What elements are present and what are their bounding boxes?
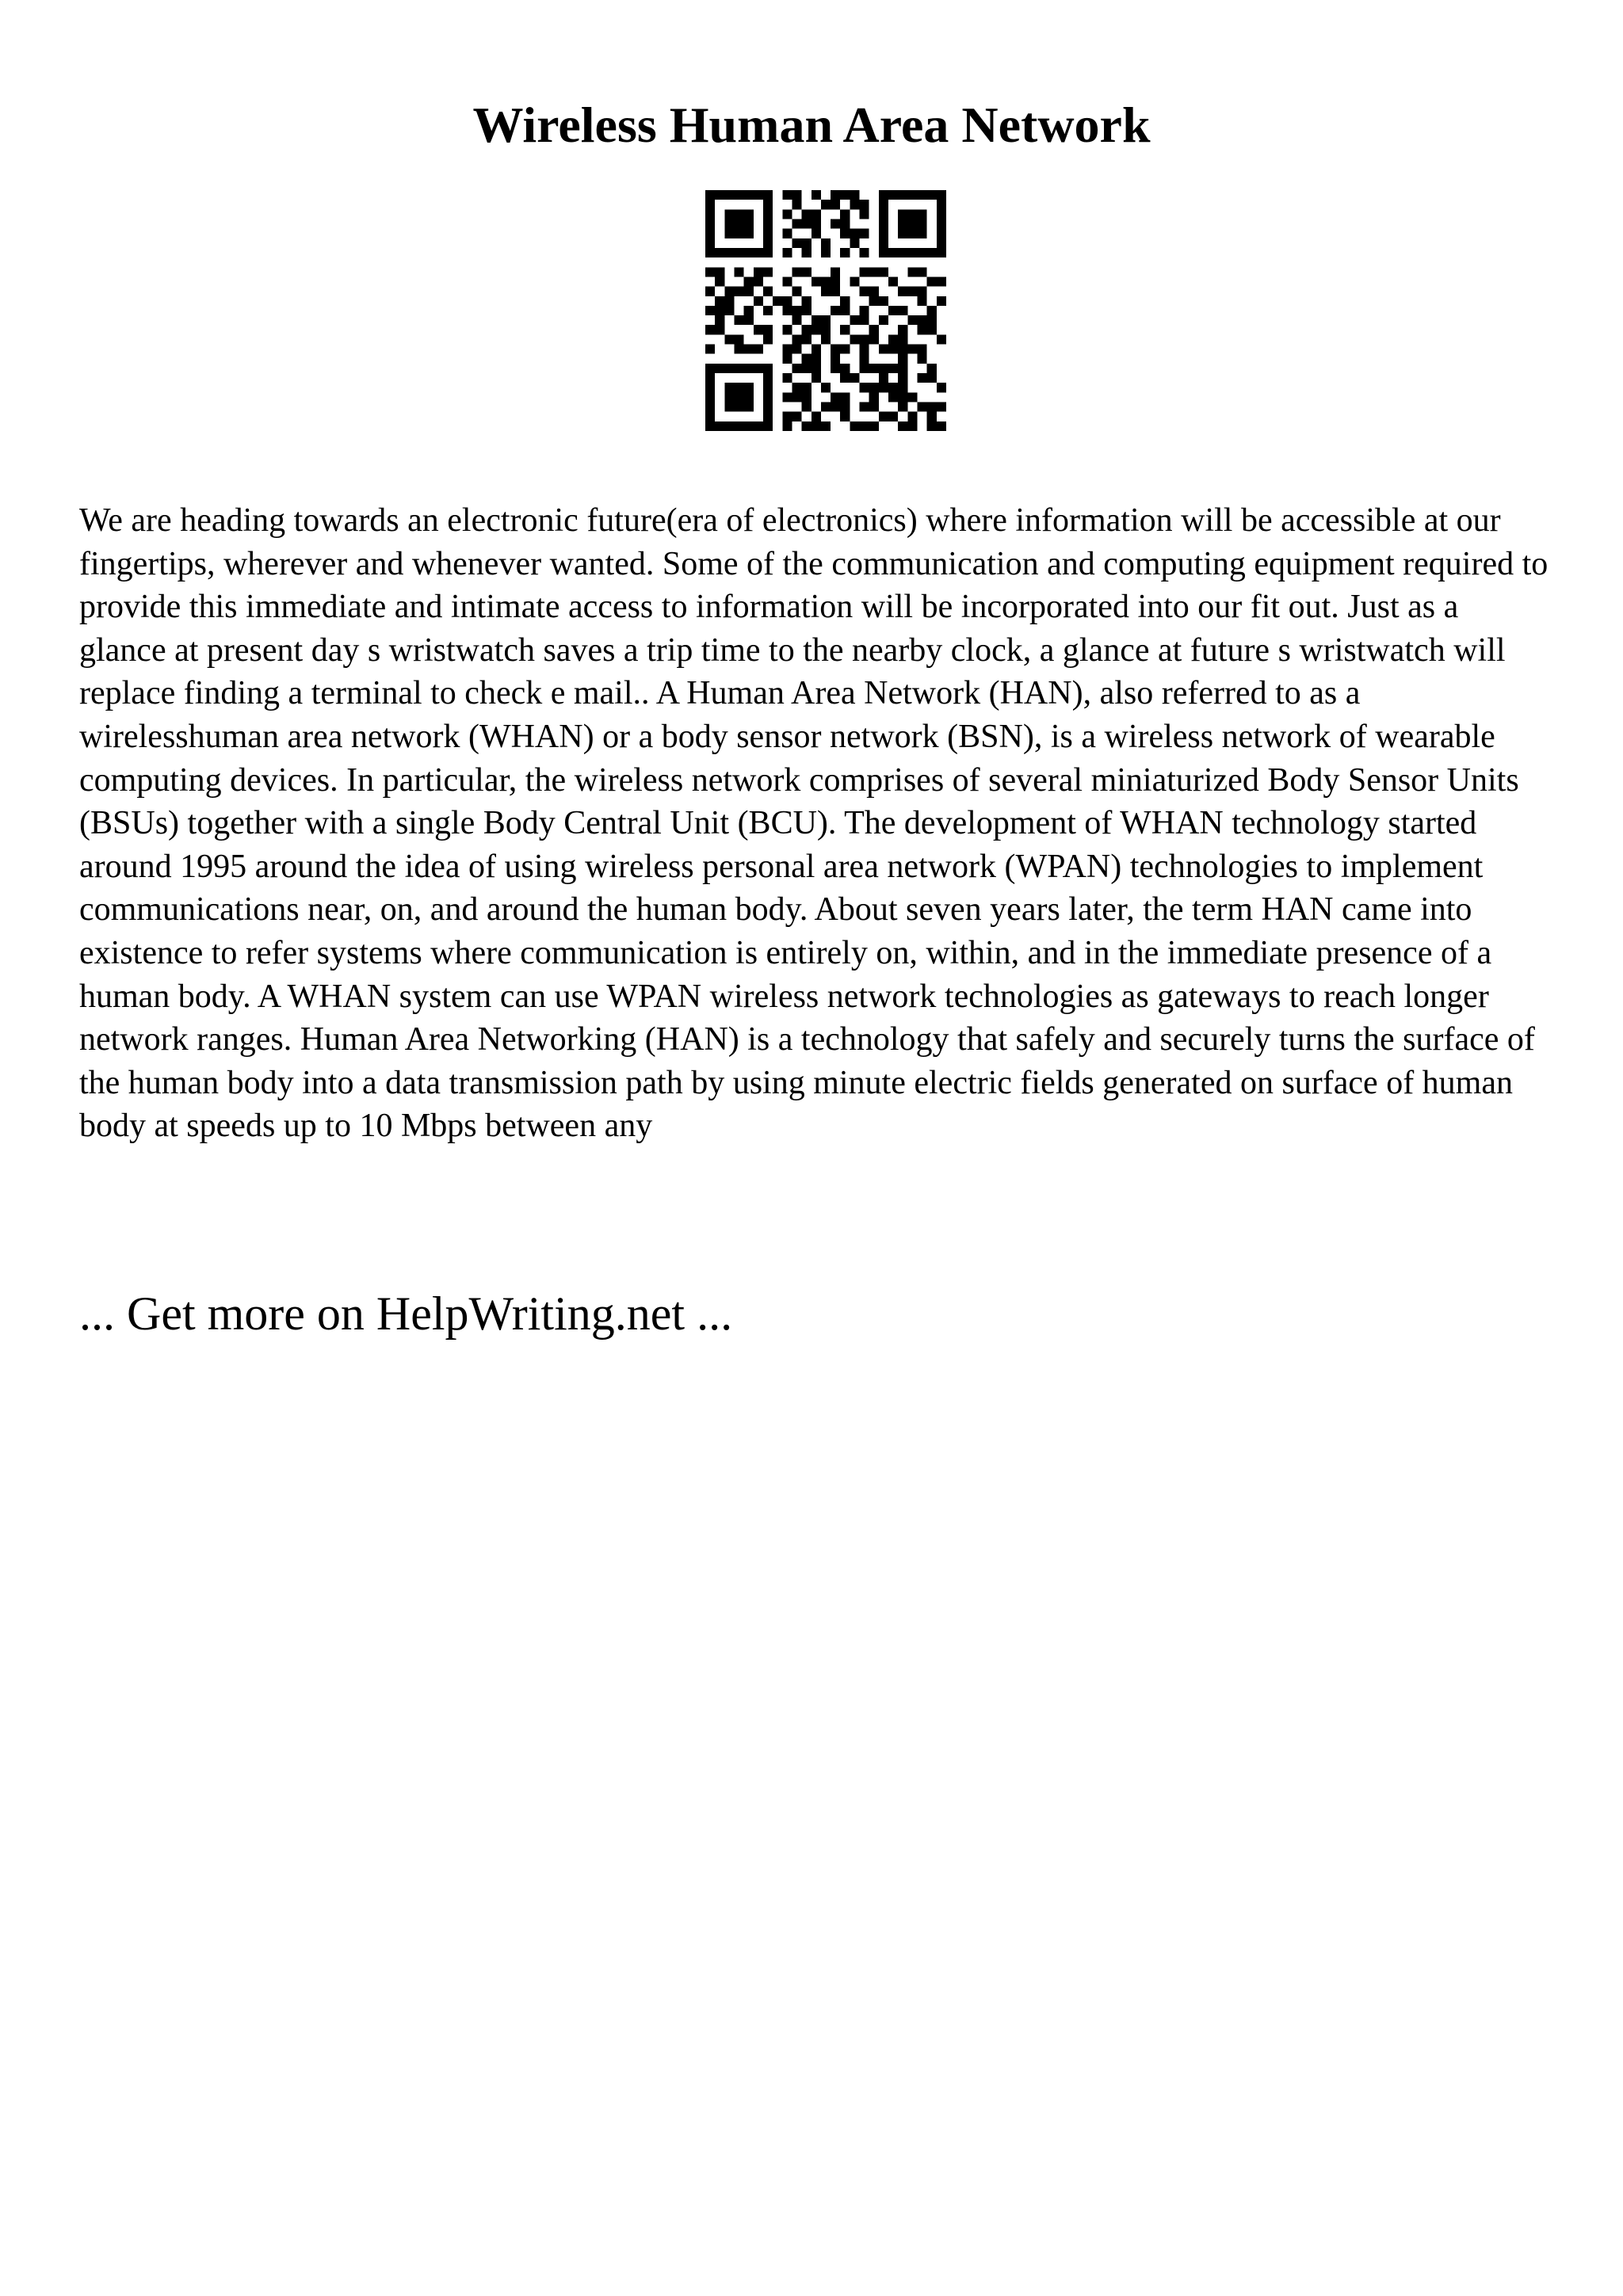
get-more-link[interactable]: ... Get more on HelpWriting.net ... xyxy=(79,1287,733,1340)
document-title: Wireless Human Area Network xyxy=(472,97,1151,153)
document-body-text: We are heading towards an electronic future(era of electronics) where information will be accessible at our fingertips, wherever and whenever wanted. Some of the communication and computing equipment required to provide this immediate and intimate access to information will be incorporated into our fit out. Just as a glance at present day s wristwatch saves a trip time to the nearby clock, a glance at future s wristwatch will replace finding a terminal to check e mail.. A Human Area Network (HAN), also referred to as a wirelesshuman area network (WHAN) or a body sensor network (BSN), is a wireless network of wearable computing devices. In particular, the wireless network comprises of several miniaturized Body Sensor Units (BSUs) together with a single Body Central Unit (BCU). The development of WHAN technology started around 1995 around the idea of using wireless personal area network (WPAN) technologies to implement communications near, on, and around the human body. About seven years later, the term HAN came into existence to refer systems where communication is entirely on, within, and in the immediate presence of a human body. A WHAN system can use WPAN wireless network technologies as gateways to reach longer network ranges. Human Area Networking (HAN) is a technology that safely and securely turns the surface of the human body into a data transmission path by using minute electric fields generated on surface of human body at speeds up to 10 Mbps between any xyxy=(79,502,1549,1145)
qr-code-icon xyxy=(705,190,946,431)
